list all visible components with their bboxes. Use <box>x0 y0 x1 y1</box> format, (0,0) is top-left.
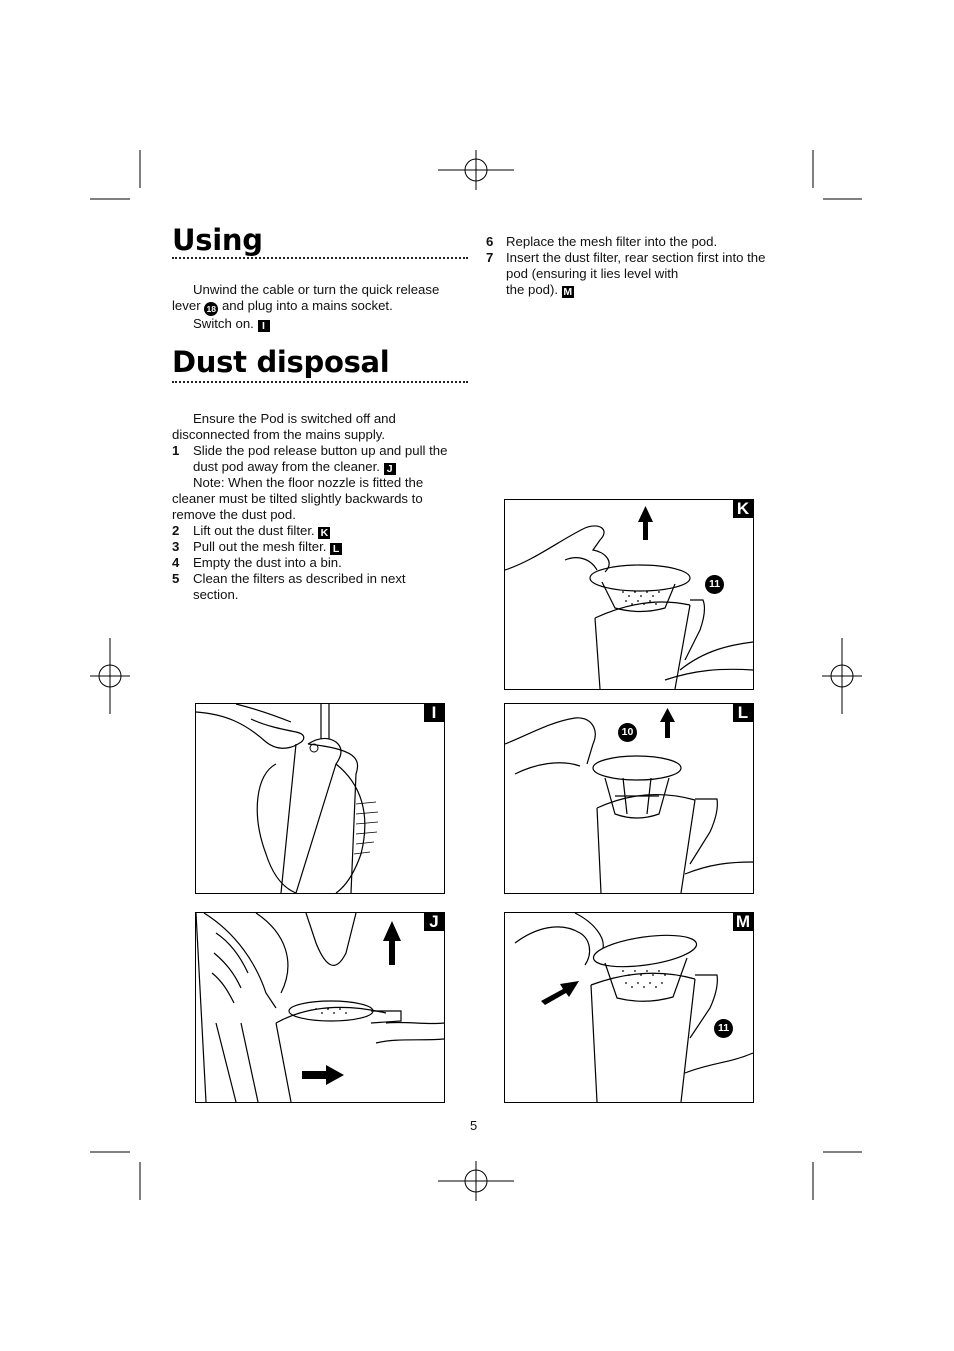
heading-dust-disposal: Dust disposal <box>172 345 390 379</box>
figure-ref-i: I <box>258 320 270 332</box>
arrow-right-icon <box>302 1065 344 1085</box>
heading-using: Using <box>172 223 263 257</box>
figure-ref-m: M <box>563 286 573 298</box>
right-column-steps <box>486 234 796 298</box>
step-6: 6 Replace the mesh filter into the pod. <box>486 234 718 249</box>
figure-label-m: M <box>733 913 753 931</box>
figure-j-illustration <box>196 913 444 1102</box>
figure-j <box>195 912 445 1103</box>
page-number: 5 <box>470 1118 478 1133</box>
figure-ref-j: J <box>384 463 396 475</box>
figure-label-i: I <box>424 704 444 722</box>
heading-underline <box>172 257 468 259</box>
callout-11-icon: 11 <box>705 575 724 594</box>
figure-l <box>504 703 754 894</box>
step-3: 3 Pull out the mesh filter. L <box>172 539 472 555</box>
using-paragraph <box>172 282 472 332</box>
arrow-up-icon <box>660 708 675 738</box>
figure-label-j: J <box>424 913 444 931</box>
callout-18-icon: 18 <box>204 302 218 316</box>
registration-target-top <box>438 150 514 190</box>
callout-10-icon: 10 <box>618 723 637 742</box>
figure-m <box>504 912 754 1103</box>
figure-i-illustration <box>196 704 444 893</box>
using-line-1: Unwind the cable or turn the quick release <box>193 282 440 297</box>
dust-disposal-text: Ensure the Pod is switched off and disconnected from the mains supply. 1 Slide the pod release button up and pull the dust pod away from the cleaner. J Note: When the floor nozzle is fitted the cleaner must be tilted slightly backwards to remove the dust pod. 2 Lift out the dust filter. K 3 Pull out the mesh filter. L 4 Empty the dust into a bin. 5 Clean the filters as described in next section. <box>172 411 472 603</box>
figure-k-illustration <box>505 500 753 689</box>
using-line-2: lever 18 and plug into a mains socket. <box>172 298 393 314</box>
arrow-diagonal-icon <box>541 981 579 1005</box>
figure-ref-k: K <box>318 527 330 539</box>
step-5: 5 Clean the filters as described in next section. <box>172 571 406 602</box>
registration-target-right <box>822 638 862 714</box>
figure-ref-l: L <box>330 543 342 555</box>
step-1: 1 Slide the pod release button up and pull the dust pod away from the cleaner. J <box>172 443 448 475</box>
figure-k <box>504 499 754 690</box>
figure-label-k: K <box>733 500 753 518</box>
heading-underline <box>172 381 468 383</box>
registration-target-left <box>90 638 130 714</box>
step-4: 4 Empty the dust into a bin. <box>172 555 342 570</box>
figure-m-illustration <box>505 913 753 1102</box>
step-7: 7 Insert the dust filter, rear section first into the pod (ensuring it lies level with the pod). M <box>486 250 766 298</box>
registration-target-bottom <box>438 1161 514 1201</box>
arrow-up-icon <box>383 921 401 965</box>
callout-11-icon: 11 <box>714 1019 733 1038</box>
using-line-3: Switch on. I <box>172 316 472 332</box>
arrow-up-icon <box>638 506 653 540</box>
step-2: 2 Lift out the dust filter. K <box>172 523 472 539</box>
figure-label-l: L <box>733 704 753 722</box>
figure-i <box>195 703 445 894</box>
